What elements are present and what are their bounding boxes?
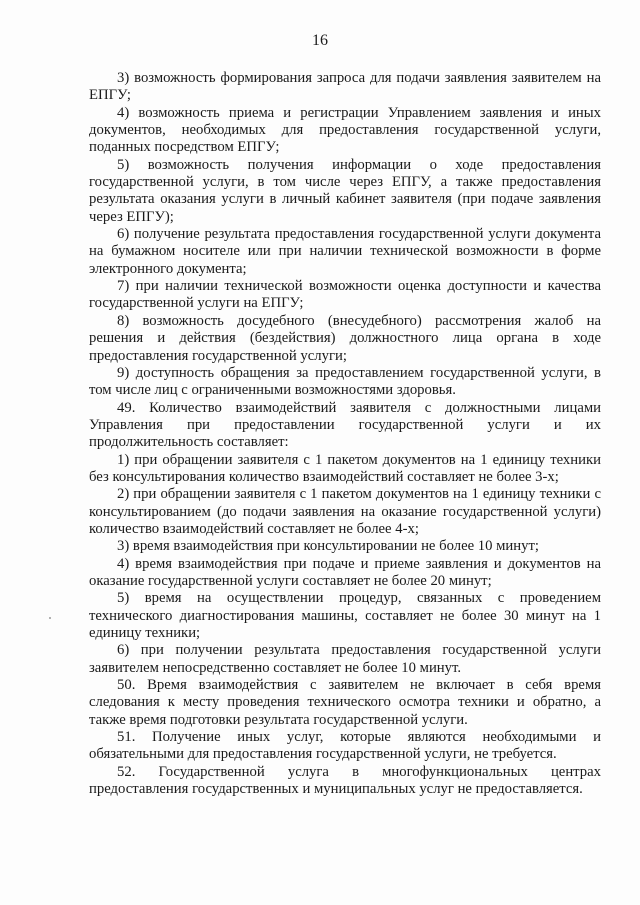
scan-speck bbox=[49, 617, 51, 619]
paragraph-item-6: 6) получение результата предоставления государственной услуги документа на бумажном носителе или при наличии технической возможности в форме электронного документа; bbox=[89, 226, 601, 277]
section-52: 52. Государственной услуга в многофункциональных центрах предоставления государственных и муниципальных услуг не предоставляется. bbox=[89, 763, 601, 798]
section-50: 50. Время взаимодействия с заявителем не включает в себя время следования к месту проведения технического осмотра техники и обратно, а также время подготовки результата государственной услуги. bbox=[89, 677, 601, 728]
page-number: 16 bbox=[312, 32, 328, 49]
paragraph-item-8: 8) возможность досудебного (внесудебного) рассмотрения жалоб на решения и действия (бездействия) должностного лица органа в ходе предоставления государственной услуги; bbox=[89, 312, 601, 364]
paragraph-item-5: 5) возможность получения информации о ходе предоставления государственной услуги, в том числе через ЕПГУ, а также предоставления результата оказания услуги в личный кабинет заявителя (при подаче заявления через ЕПГУ); bbox=[89, 156, 601, 225]
document-body bbox=[89, 70, 601, 798]
section-49-item-5: 5) время на осуществлении процедур, связанных с проведением технического диагностирования машины, составляет не более 30 минут на 1 единицу техники; bbox=[89, 590, 601, 641]
section-49-item-3: 3) время взаимодействия при консультировании не более 10 минут; bbox=[117, 538, 539, 555]
paragraph-item-9: 9) доступность обращения за предоставлением государственной услуги, в том числе лиц с ограниченными возможностями здоровья. bbox=[89, 364, 601, 399]
paragraph-item-4: 4) возможность приема и регистрации Управлением заявления и иных документов, необходимых для предоставления государственной услуги, поданных посредством ЕПГУ; bbox=[89, 104, 601, 156]
paragraph-item-7: 7) при наличии технической возможности оценка доступности и качества государственной услуги на ЕПГУ; bbox=[89, 278, 601, 312]
section-49-item-6: 6) при получении результата предоставления государственной услуги заявителем непосредственно составляет не более 10 минут. bbox=[89, 642, 601, 676]
section-49-item-1: 1) при обращении заявителя с 1 пакетом документов на 1 единицу техники без консультирования количество взаимодействий составляет не более 3-х; bbox=[89, 451, 601, 485]
section-49: 49. Количество взаимодействий заявителя с должностными лицами Управления при предоставлении государственной услуги и их продолжительность составляет: bbox=[89, 399, 601, 451]
paragraph-item-3: 3) возможность формирования запроса для подачи заявления заявителем на ЕПГУ; bbox=[89, 70, 601, 104]
section-49-item-2: 2) при обращении заявителя с 1 пакетом документов на 1 единицу техники с консультированием (до подачи заявления на оказание государственной услуги) количество взаимодействий составляет не более 4-х; bbox=[89, 486, 601, 537]
section-51: 51. Получение иных услуг, которые являются необходимыми и обязательными для предоставления государственной услуги, не требуется. bbox=[89, 729, 601, 763]
section-49-item-4: 4) время взаимодействия при подаче и приеме заявления и документов на оказание государственной услуги составляет не более 20 минут; bbox=[89, 555, 601, 589]
